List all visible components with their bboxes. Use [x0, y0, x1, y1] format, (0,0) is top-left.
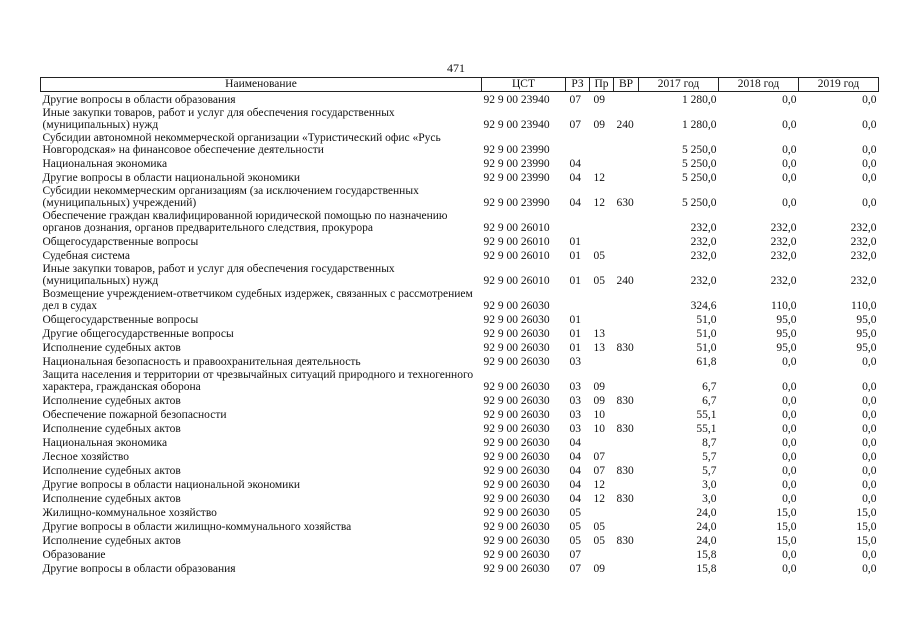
table-row	[41, 209, 879, 234]
row-cst: 92 9 00 26010	[483, 275, 550, 287]
row-2018: 0,0	[782, 409, 797, 421]
row-vr: 830	[616, 342, 634, 354]
row-rz: 04	[569, 479, 581, 491]
row-name: Возмещение учреждением-ответчиком судебных издержек, связанных с рассмотрением дел в судах	[42, 288, 473, 312]
table-row	[41, 393, 879, 407]
row-2019: 110,0	[851, 300, 877, 312]
row-2017: 5 250,0	[682, 144, 717, 156]
row-2017: 24,0	[696, 507, 717, 519]
row-2019: 0,0	[862, 381, 877, 393]
row-2017: 15,8	[696, 563, 717, 575]
row-2018: 0,0	[782, 451, 797, 463]
row-name: Обеспечение пожарной безопасности	[42, 409, 227, 421]
row-2019: 0,0	[862, 437, 877, 449]
row-2018: 15,0	[776, 521, 797, 533]
row-name: Лесное хозяйство	[42, 451, 130, 463]
row-pr: 07	[593, 451, 605, 463]
row-vr	[614, 131, 639, 156]
row-pr: 10	[593, 423, 605, 435]
row-vr	[614, 234, 639, 248]
row-name: Исполнение судебных актов	[42, 342, 181, 354]
row-pr	[590, 547, 614, 561]
row-rz: 04	[569, 493, 581, 505]
row-2019: 232,0	[850, 275, 877, 287]
row-2017: 5 250,0	[682, 172, 717, 184]
table-row	[41, 407, 879, 421]
row-cst: 92 9 00 23990	[483, 172, 550, 184]
row-2019: 0,0	[862, 395, 877, 407]
row-2019: 232,0	[850, 236, 877, 248]
row-2018: 110,0	[771, 300, 797, 312]
row-2019: 0,0	[862, 172, 877, 184]
row-cst: 92 9 00 26030	[483, 493, 550, 505]
row-2018: 232,0	[770, 222, 797, 234]
row-name: Иные закупки товаров, работ и услуг для обеспечения государственных (муниципальных) нужд	[42, 107, 395, 131]
row-2017: 232,0	[690, 222, 717, 234]
row-2018: 0,0	[782, 395, 797, 407]
row-vr	[614, 354, 639, 368]
row-vr	[614, 156, 639, 170]
table-row	[41, 287, 879, 312]
row-vr	[614, 561, 639, 575]
row-2019: 15,0	[856, 521, 877, 533]
row-2019: 15,0	[856, 507, 877, 519]
row-name: Исполнение судебных актов	[42, 535, 181, 547]
row-cst: 92 9 00 26030	[483, 563, 550, 575]
row-name: Субсидии некоммерческим организациям (за исключением государственных (муниципальных) учреждений)	[42, 185, 419, 209]
row-pr	[590, 156, 614, 170]
row-pr: 05	[593, 521, 605, 533]
row-cst: 92 9 00 26010	[483, 222, 550, 234]
row-pr	[590, 131, 614, 156]
row-2017: 1 280,0	[682, 94, 717, 106]
row-2019: 0,0	[862, 479, 877, 491]
row-cst: 92 9 00 23940	[483, 94, 550, 106]
row-name: Общегосударственные вопросы	[42, 236, 199, 248]
row-2019: 95,0	[856, 342, 877, 354]
row-cst: 92 9 00 26030	[483, 451, 550, 463]
row-2017: 5 250,0	[682, 197, 717, 209]
row-pr: 09	[593, 94, 605, 106]
row-vr: 630	[616, 197, 634, 209]
row-2017: 5,7	[702, 465, 717, 477]
row-2017: 232,0	[690, 250, 717, 262]
row-2019: 0,0	[862, 94, 877, 106]
row-2017: 51,0	[696, 314, 717, 326]
row-name: Другие вопросы в области национальной экономики	[42, 479, 301, 491]
row-2019: 232,0	[850, 222, 877, 234]
row-2017: 61,8	[696, 356, 717, 368]
row-cst: 92 9 00 26030	[483, 535, 550, 547]
budget-table	[40, 77, 879, 575]
row-name: Исполнение судебных актов	[42, 395, 181, 407]
row-2018: 0,0	[782, 493, 797, 505]
row-name: Другие вопросы в области образования	[42, 94, 236, 106]
row-2018: 0,0	[782, 465, 797, 477]
row-vr	[614, 368, 639, 393]
row-rz: 07	[569, 94, 581, 106]
row-2017: 5 250,0	[682, 158, 717, 170]
table-row	[41, 326, 879, 340]
row-name: Другие вопросы в области жилищно-коммунального хозяйства	[42, 521, 352, 533]
table-row	[41, 463, 879, 477]
row-pr: 10	[593, 409, 605, 421]
row-2018: 15,0	[776, 507, 797, 519]
table-row	[41, 234, 879, 248]
row-rz: 03	[569, 395, 581, 407]
row-pr	[590, 435, 614, 449]
row-vr	[614, 477, 639, 491]
row-2017: 232,0	[690, 275, 717, 287]
row-2019: 95,0	[856, 314, 877, 326]
row-pr: 05	[593, 250, 605, 262]
row-2017: 3,0	[702, 479, 717, 491]
row-2018: 0,0	[782, 437, 797, 449]
row-pr: 12	[593, 479, 605, 491]
table-row	[41, 491, 879, 505]
row-cst: 92 9 00 26030	[483, 409, 550, 421]
row-2018: 0,0	[782, 381, 797, 393]
row-pr	[590, 505, 614, 519]
row-rz: 04	[569, 197, 581, 209]
row-cst: 92 9 00 26030	[483, 381, 550, 393]
row-cst: 92 9 00 26030	[483, 328, 550, 340]
row-cst: 92 9 00 26030	[483, 479, 550, 491]
row-2019: 0,0	[862, 451, 877, 463]
row-2017: 55,1	[696, 409, 717, 421]
row-vr	[614, 326, 639, 340]
row-2019: 15,0	[856, 535, 877, 547]
table-row	[41, 106, 879, 131]
row-vr: 240	[616, 119, 634, 131]
table-row	[41, 449, 879, 463]
row-cst: 92 9 00 26030	[483, 437, 550, 449]
row-rz: 04	[569, 158, 581, 170]
page-number: 471	[447, 61, 465, 75]
row-pr	[590, 287, 614, 312]
row-rz: 05	[569, 535, 581, 547]
table-row	[41, 519, 879, 533]
row-2017: 5,7	[702, 451, 717, 463]
row-vr	[614, 505, 639, 519]
row-2018: 95,0	[776, 314, 797, 326]
header-name: Наименование	[41, 78, 482, 92]
row-pr: 13	[593, 328, 605, 340]
row-vr: 830	[616, 395, 634, 407]
row-vr: 830	[616, 465, 634, 477]
row-pr: 09	[593, 381, 605, 393]
row-rz: 04	[569, 451, 581, 463]
row-2017: 55,1	[696, 423, 717, 435]
row-2018: 0,0	[782, 479, 797, 491]
row-vr: 830	[616, 423, 634, 435]
table-row	[41, 533, 879, 547]
row-name: Исполнение судебных актов	[42, 465, 181, 477]
table-row	[41, 262, 879, 287]
row-name: Другие вопросы в области образования	[42, 563, 236, 575]
row-2017: 232,0	[690, 236, 717, 248]
row-vr	[614, 435, 639, 449]
row-2019: 0,0	[862, 563, 877, 575]
table-row	[41, 435, 879, 449]
header-vr: ВР	[614, 78, 639, 92]
row-pr	[590, 234, 614, 248]
row-name: Судебная система	[42, 250, 130, 262]
row-2018: 232,0	[770, 250, 797, 262]
row-cst: 92 9 00 23940	[483, 119, 550, 131]
row-cst: 92 9 00 26010	[483, 250, 550, 262]
row-rz: 07	[569, 563, 581, 575]
row-2019: 0,0	[862, 158, 877, 170]
row-cst: 92 9 00 23990	[483, 144, 550, 156]
row-pr	[590, 312, 614, 326]
row-vr	[614, 407, 639, 421]
row-rz: 04	[569, 465, 581, 477]
row-2019: 0,0	[862, 144, 877, 156]
row-pr: 12	[593, 172, 605, 184]
row-cst: 92 9 00 26030	[483, 300, 550, 312]
row-cst: 92 9 00 26030	[483, 423, 550, 435]
row-pr: 05	[593, 275, 605, 287]
row-cst: 92 9 00 26030	[483, 507, 550, 519]
row-2017: 6,7	[702, 395, 717, 407]
row-2017: 3,0	[702, 493, 717, 505]
table-row	[41, 547, 879, 561]
row-pr: 12	[593, 197, 605, 209]
table-row	[41, 421, 879, 435]
header-pr: Пр	[590, 78, 614, 92]
row-pr: 07	[593, 465, 605, 477]
row-rz: 04	[569, 172, 581, 184]
row-rz: 01	[569, 275, 581, 287]
row-pr: 05	[593, 535, 605, 547]
table-row	[41, 505, 879, 519]
row-2017: 15,8	[696, 549, 717, 561]
row-cst: 92 9 00 23990	[483, 197, 550, 209]
table-body	[41, 92, 879, 576]
row-vr	[614, 449, 639, 463]
row-cst: 92 9 00 23990	[483, 158, 550, 170]
row-2017: 6,7	[702, 381, 717, 393]
row-2018: 15,0	[776, 535, 797, 547]
row-cst: 92 9 00 26030	[483, 342, 550, 354]
row-name: Исполнение судебных актов	[42, 493, 181, 505]
row-vr	[614, 547, 639, 561]
row-rz	[566, 131, 590, 156]
row-pr: 09	[593, 395, 605, 407]
row-name: Национальная безопасность и правоохранительная деятельность	[42, 356, 361, 368]
row-vr: 240	[616, 275, 634, 287]
table-row	[41, 340, 879, 354]
row-2018: 0,0	[782, 356, 797, 368]
row-2018: 95,0	[776, 328, 797, 340]
row-rz: 07	[569, 549, 581, 561]
row-rz: 01	[569, 314, 581, 326]
row-rz	[566, 209, 590, 234]
header-cst: ЦСТ	[482, 78, 566, 92]
table-row	[41, 354, 879, 368]
row-2017: 8,7	[702, 437, 717, 449]
row-name: Защита населения и территории от чрезвычайных ситуаций природного и техногенного характера, гражданская оборона	[42, 369, 474, 393]
table-row	[41, 170, 879, 184]
row-2017: 1 280,0	[682, 119, 717, 131]
row-pr	[590, 209, 614, 234]
row-rz: 01	[569, 236, 581, 248]
row-name: Субсидии автономной некоммерческой организации «Туристический офис «Русь Новгородская» на финансовое обеспечение деятельности	[42, 132, 441, 156]
row-2019: 0,0	[862, 549, 877, 561]
row-rz: 03	[569, 381, 581, 393]
row-cst: 92 9 00 26030	[483, 395, 550, 407]
row-2017: 324,6	[690, 300, 717, 312]
row-name: Другие вопросы в области национальной экономики	[42, 172, 301, 184]
row-vr	[614, 312, 639, 326]
table-row	[41, 131, 879, 156]
table-row	[41, 92, 879, 107]
row-cst: 92 9 00 26030	[483, 314, 550, 326]
row-2017: 24,0	[696, 521, 717, 533]
row-pr: 13	[593, 342, 605, 354]
row-cst: 92 9 00 26030	[483, 465, 550, 477]
row-name: Национальная экономика	[42, 158, 168, 170]
row-2018: 95,0	[776, 342, 797, 354]
row-2017: 51,0	[696, 342, 717, 354]
table-header-row	[41, 78, 879, 92]
row-name: Жилищно-коммунальное хозяйство	[42, 507, 217, 519]
row-rz: 01	[569, 342, 581, 354]
row-2018: 0,0	[782, 158, 797, 170]
row-name: Обеспечение граждан квалифицированной юридической помощью по назначению органов дознания, органов предварительного следствия, прокурора	[42, 210, 448, 234]
row-rz: 03	[569, 409, 581, 421]
row-2018: 0,0	[782, 172, 797, 184]
row-2018: 0,0	[782, 423, 797, 435]
header-2017: 2017 год	[639, 78, 719, 92]
row-2018: 0,0	[782, 144, 797, 156]
row-2019: 95,0	[856, 328, 877, 340]
table-row	[41, 184, 879, 209]
row-2018: 232,0	[770, 236, 797, 248]
row-vr	[614, 92, 639, 107]
row-pr	[590, 354, 614, 368]
row-2019: 0,0	[862, 465, 877, 477]
table-row	[41, 248, 879, 262]
row-vr: 830	[616, 535, 634, 547]
row-2018: 0,0	[782, 563, 797, 575]
row-name: Иные закупки товаров, работ и услуг для обеспечения государственных (муниципальных) нужд	[42, 263, 395, 287]
row-pr: 12	[593, 493, 605, 505]
row-rz: 05	[569, 507, 581, 519]
row-name: Национальная экономика	[42, 437, 168, 449]
row-name: Общегосударственные вопросы	[42, 314, 199, 326]
row-2019: 0,0	[862, 197, 877, 209]
row-2019: 232,0	[850, 250, 877, 262]
table-row	[41, 156, 879, 170]
table-row	[41, 312, 879, 326]
table-row	[41, 477, 879, 491]
row-2018: 232,0	[770, 275, 797, 287]
row-cst: 92 9 00 26030	[483, 521, 550, 533]
row-2018: 0,0	[782, 549, 797, 561]
row-rz: 04	[569, 437, 581, 449]
row-vr	[614, 209, 639, 234]
row-pr: 09	[593, 563, 605, 575]
row-2017: 24,0	[696, 535, 717, 547]
row-vr	[614, 519, 639, 533]
row-rz: 05	[569, 521, 581, 533]
row-2018: 0,0	[782, 119, 797, 131]
row-rz: 03	[569, 423, 581, 435]
header-rz: РЗ	[566, 78, 590, 92]
row-cst: 92 9 00 26030	[483, 356, 550, 368]
row-2018: 0,0	[782, 94, 797, 106]
row-rz: 07	[569, 119, 581, 131]
row-name: Образование	[42, 549, 106, 561]
table-row	[41, 368, 879, 393]
row-2019: 0,0	[862, 423, 877, 435]
row-pr: 09	[593, 119, 605, 131]
row-rz: 03	[569, 356, 581, 368]
row-cst: 92 9 00 26030	[483, 549, 550, 561]
row-2017: 51,0	[696, 328, 717, 340]
table-row	[41, 561, 879, 575]
row-vr	[614, 248, 639, 262]
row-vr	[614, 170, 639, 184]
row-2019: 0,0	[862, 119, 877, 131]
header-2019: 2019 год	[799, 78, 879, 92]
row-rz	[566, 287, 590, 312]
row-2018: 0,0	[782, 197, 797, 209]
row-2019: 0,0	[862, 356, 877, 368]
row-2019: 0,0	[862, 493, 877, 505]
row-vr	[614, 287, 639, 312]
row-rz: 01	[569, 250, 581, 262]
row-name: Другие общегосударственные вопросы	[42, 328, 234, 340]
row-vr: 830	[616, 493, 634, 505]
header-2018: 2018 год	[719, 78, 799, 92]
row-name: Исполнение судебных актов	[42, 423, 181, 435]
row-cst: 92 9 00 26010	[483, 236, 550, 248]
row-2019: 0,0	[862, 409, 877, 421]
row-rz: 01	[569, 328, 581, 340]
